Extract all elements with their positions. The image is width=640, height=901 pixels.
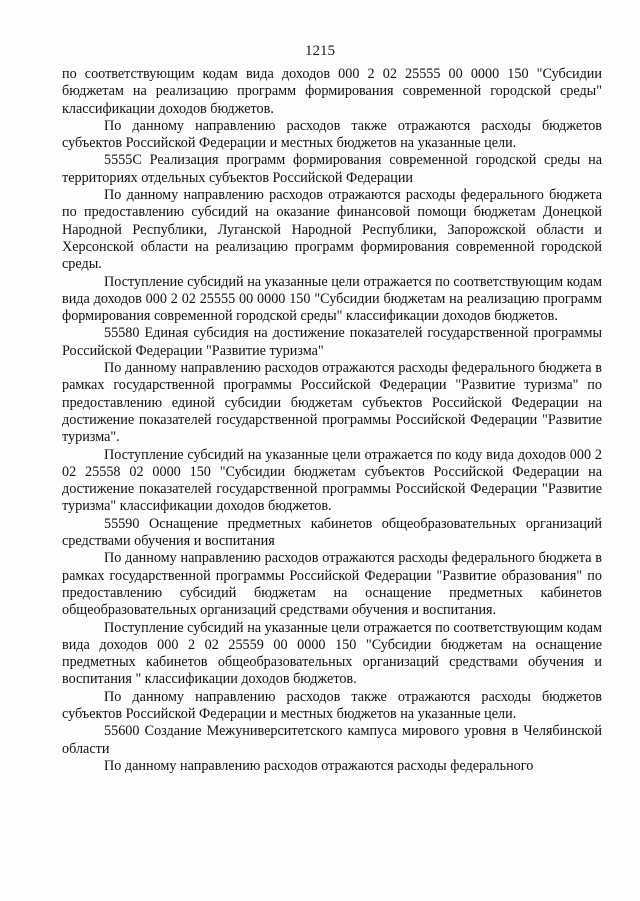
- section-heading: 5555С Реализация программ формирования современной городской среды на территориях отдельных субъектов Российской Федерации: [62, 152, 602, 186]
- section-heading: 55600 Создание Межуниверситетского кампуса мирового уровня в Челябинской области: [62, 723, 602, 757]
- paragraph: По данному направлению расходов также отражаются расходы бюджетов субъектов Российской Федерации и местных бюджетов на указанные цели.: [62, 117, 602, 152]
- paragraph: По данному направлению расходов отражаются расходы федерального бюджета в рамках государственной программы Российской Федерации "Развитие туризма" по предоставлению единой субсидии бюджетам субъектов Российской Федерации на достижение показателей государственной программы Российской Федерации "Развитие туризма".: [62, 360, 602, 446]
- paragraph: Поступление субсидий на указанные цели отражается по соответствующим кодам вида доходов 000 2 02 25555 00 0000 150 "Субсидии бюджетам на реализацию программ формирования современной городской среды" классификации доходов бюджетов.: [62, 273, 602, 325]
- paragraph: Поступление субсидий на указанные цели отражается по коду вида доходов 000 2 02 25558 02 0000 150 "Субсидии бюджетам субъектов Российской Федерации на достижение показателей государственной программы Российской Федерации "Развитие туризма" классификации доходов бюджетов.: [62, 446, 602, 515]
- paragraph: По данному направлению расходов также отражаются расходы бюджетов субъектов Российской Федерации и местных бюджетов на указанные цели.: [62, 688, 602, 722]
- page-number: 1215: [305, 43, 335, 59]
- paragraph: Поступление субсидий на указанные цели отражается по соответствующим кодам вида доходов 000 2 02 25559 00 0000 150 "Субсидии бюджетам на оснащение предметных кабинетов общеобразовательных организаций средствами обучения и воспитания " классификации доходов бюджетов.: [62, 619, 602, 688]
- paragraph: по соответствующим кодам вида доходов 000 2 02 25555 00 0000 150 "Субсидии бюджетам на реализацию программ формирования современной городской среды" классификации доходов бюджетов.: [62, 66, 602, 117]
- section-heading: 55590 Оснащение предметных кабинетов общеобразовательных организаций средствами обучения и воспитания: [62, 515, 602, 550]
- section-heading: 55580 Единая субсидия на достижение показателей государственной программы Российской Федерации "Развитие туризма": [62, 325, 602, 359]
- paragraph: По данному направлению расходов отражаются расходы федерального бюджета в рамках государственной программы Российской Федерации "Развитие образования" по предоставлению субсидий бюджетам на оснащение предметных кабинетов общеобразовательных организаций средствами обучения и воспитания.: [62, 550, 602, 619]
- paragraph: По данному направлению расходов отражаются расходы федерального бюджета по предоставлению субсидий на оказание финансовой помощи бюджетам Донецкой Народной Республики, Луганской Народной Республики, Запорожской области и Херсонской области на реализацию программ формирования современной городской среды.: [62, 187, 602, 273]
- paragraph: По данному направлению расходов отражаются расходы федерального: [104, 757, 534, 774]
- document-body: [62, 66, 602, 775]
